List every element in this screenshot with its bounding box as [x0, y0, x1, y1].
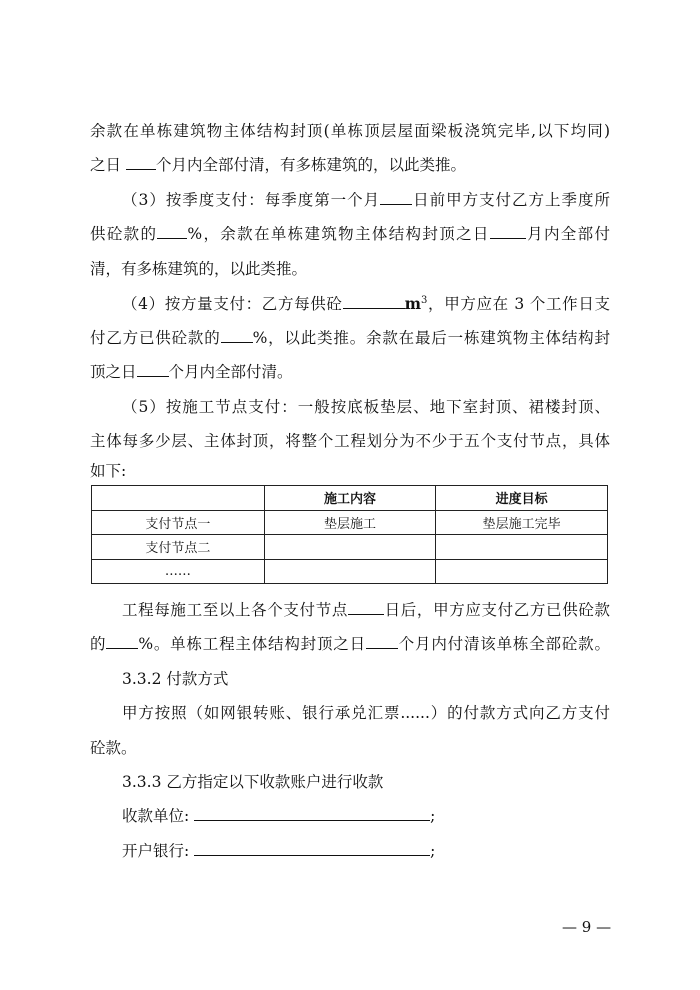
bank-input[interactable] — [194, 841, 430, 856]
table-header-cell: 进度目标 — [436, 486, 608, 511]
table-header-row — [92, 486, 608, 511]
fill-blank[interactable] — [348, 600, 384, 615]
section-heading: 3.3.3 乙方指定以下收款账户进行收款 — [122, 773, 384, 791]
table-row — [92, 559, 608, 584]
page-number: — 9 — — [562, 918, 612, 936]
paragraph-line: 主体每多少层、主体封顶，将整个工程划分为不少于五个支付节点，具体 — [90, 432, 610, 450]
payee-input[interactable] — [194, 806, 430, 821]
paragraph-line: 砼款。 — [90, 739, 137, 757]
section-heading: 3.3.2 付款方式 — [122, 670, 229, 688]
fill-blank[interactable] — [126, 155, 156, 170]
fill-blank[interactable] — [343, 294, 405, 309]
bank-label: 开户银行: — [122, 842, 190, 860]
fill-blank[interactable] — [106, 634, 138, 649]
table-cell — [436, 535, 608, 560]
paragraph-line: 如下: — [90, 462, 127, 480]
table-cell: …… — [92, 559, 265, 584]
fill-blank[interactable] — [137, 362, 169, 377]
table-cell — [264, 559, 436, 584]
paragraph-line: 付乙方已供砼款的 %，以此类推。余款在最后一栋建筑物主体结构封 — [90, 329, 610, 347]
paragraph-line: （3）按季度支付：每季度第一个月 日前甲方支付乙方上季度所 — [122, 191, 610, 209]
fill-blank[interactable] — [490, 224, 526, 239]
paragraph-line: 甲方按照（如网银转账、银行承兑汇票......）的付款方式向乙方支付 — [122, 704, 610, 722]
table-cell — [436, 559, 608, 584]
table-cell: 垫层施工完毕 — [436, 510, 608, 535]
bank-field: 开户银行: ; — [122, 842, 436, 860]
fill-blank[interactable] — [157, 224, 187, 239]
fill-blank[interactable] — [380, 190, 412, 205]
fill-blank[interactable] — [221, 328, 253, 343]
table-cell: 支付节点二 — [92, 535, 265, 560]
table-header-cell — [92, 486, 265, 511]
paragraph-line: 工程每施工至以上各个支付节点 日后，甲方应支付乙方已供砼款 — [122, 601, 610, 619]
paragraph-line: （4）按方量支付：乙方每供砼 $m^3$，甲方应在 3 个工作日支 — [122, 294, 610, 313]
paragraph-line: 之日 个月内全部付清，有多栋建筑的，以此类推。 — [90, 156, 466, 174]
table-row — [92, 535, 608, 560]
table-cell: 支付节点一 — [92, 510, 265, 535]
paragraph-line: 供砼款的 %，余款在单栋建筑物主体结构封顶之日 月内全部付 — [90, 225, 610, 243]
paragraph-line: 清，有多栋建筑的，以此类推。 — [90, 260, 308, 278]
table-cell — [264, 535, 436, 560]
payee-label: 收款单位: — [122, 807, 190, 825]
paragraph-line: 顶之日 个月内全部付清。 — [90, 363, 293, 381]
fill-blank[interactable] — [366, 634, 398, 649]
table-header-cell: 施工内容 — [264, 486, 436, 511]
payment-node-table — [91, 485, 608, 584]
table-row — [92, 510, 608, 535]
paragraph-line: 余款在单栋建筑物主体结构封顶(单栋顶层屋面梁板浇筑完毕,以下均同) — [90, 122, 610, 140]
table-cell: 垫层施工 — [264, 510, 436, 535]
payee-field: 收款单位: ; — [122, 807, 436, 825]
paragraph-line: （5）按施工节点支付：一般按底板垫层、地下室封顶、裙楼封顶、 — [122, 398, 610, 416]
paragraph-line: 的 %。单栋工程主体结构封顶之日 个月内付清该单栋全部砼款。 — [90, 635, 610, 653]
